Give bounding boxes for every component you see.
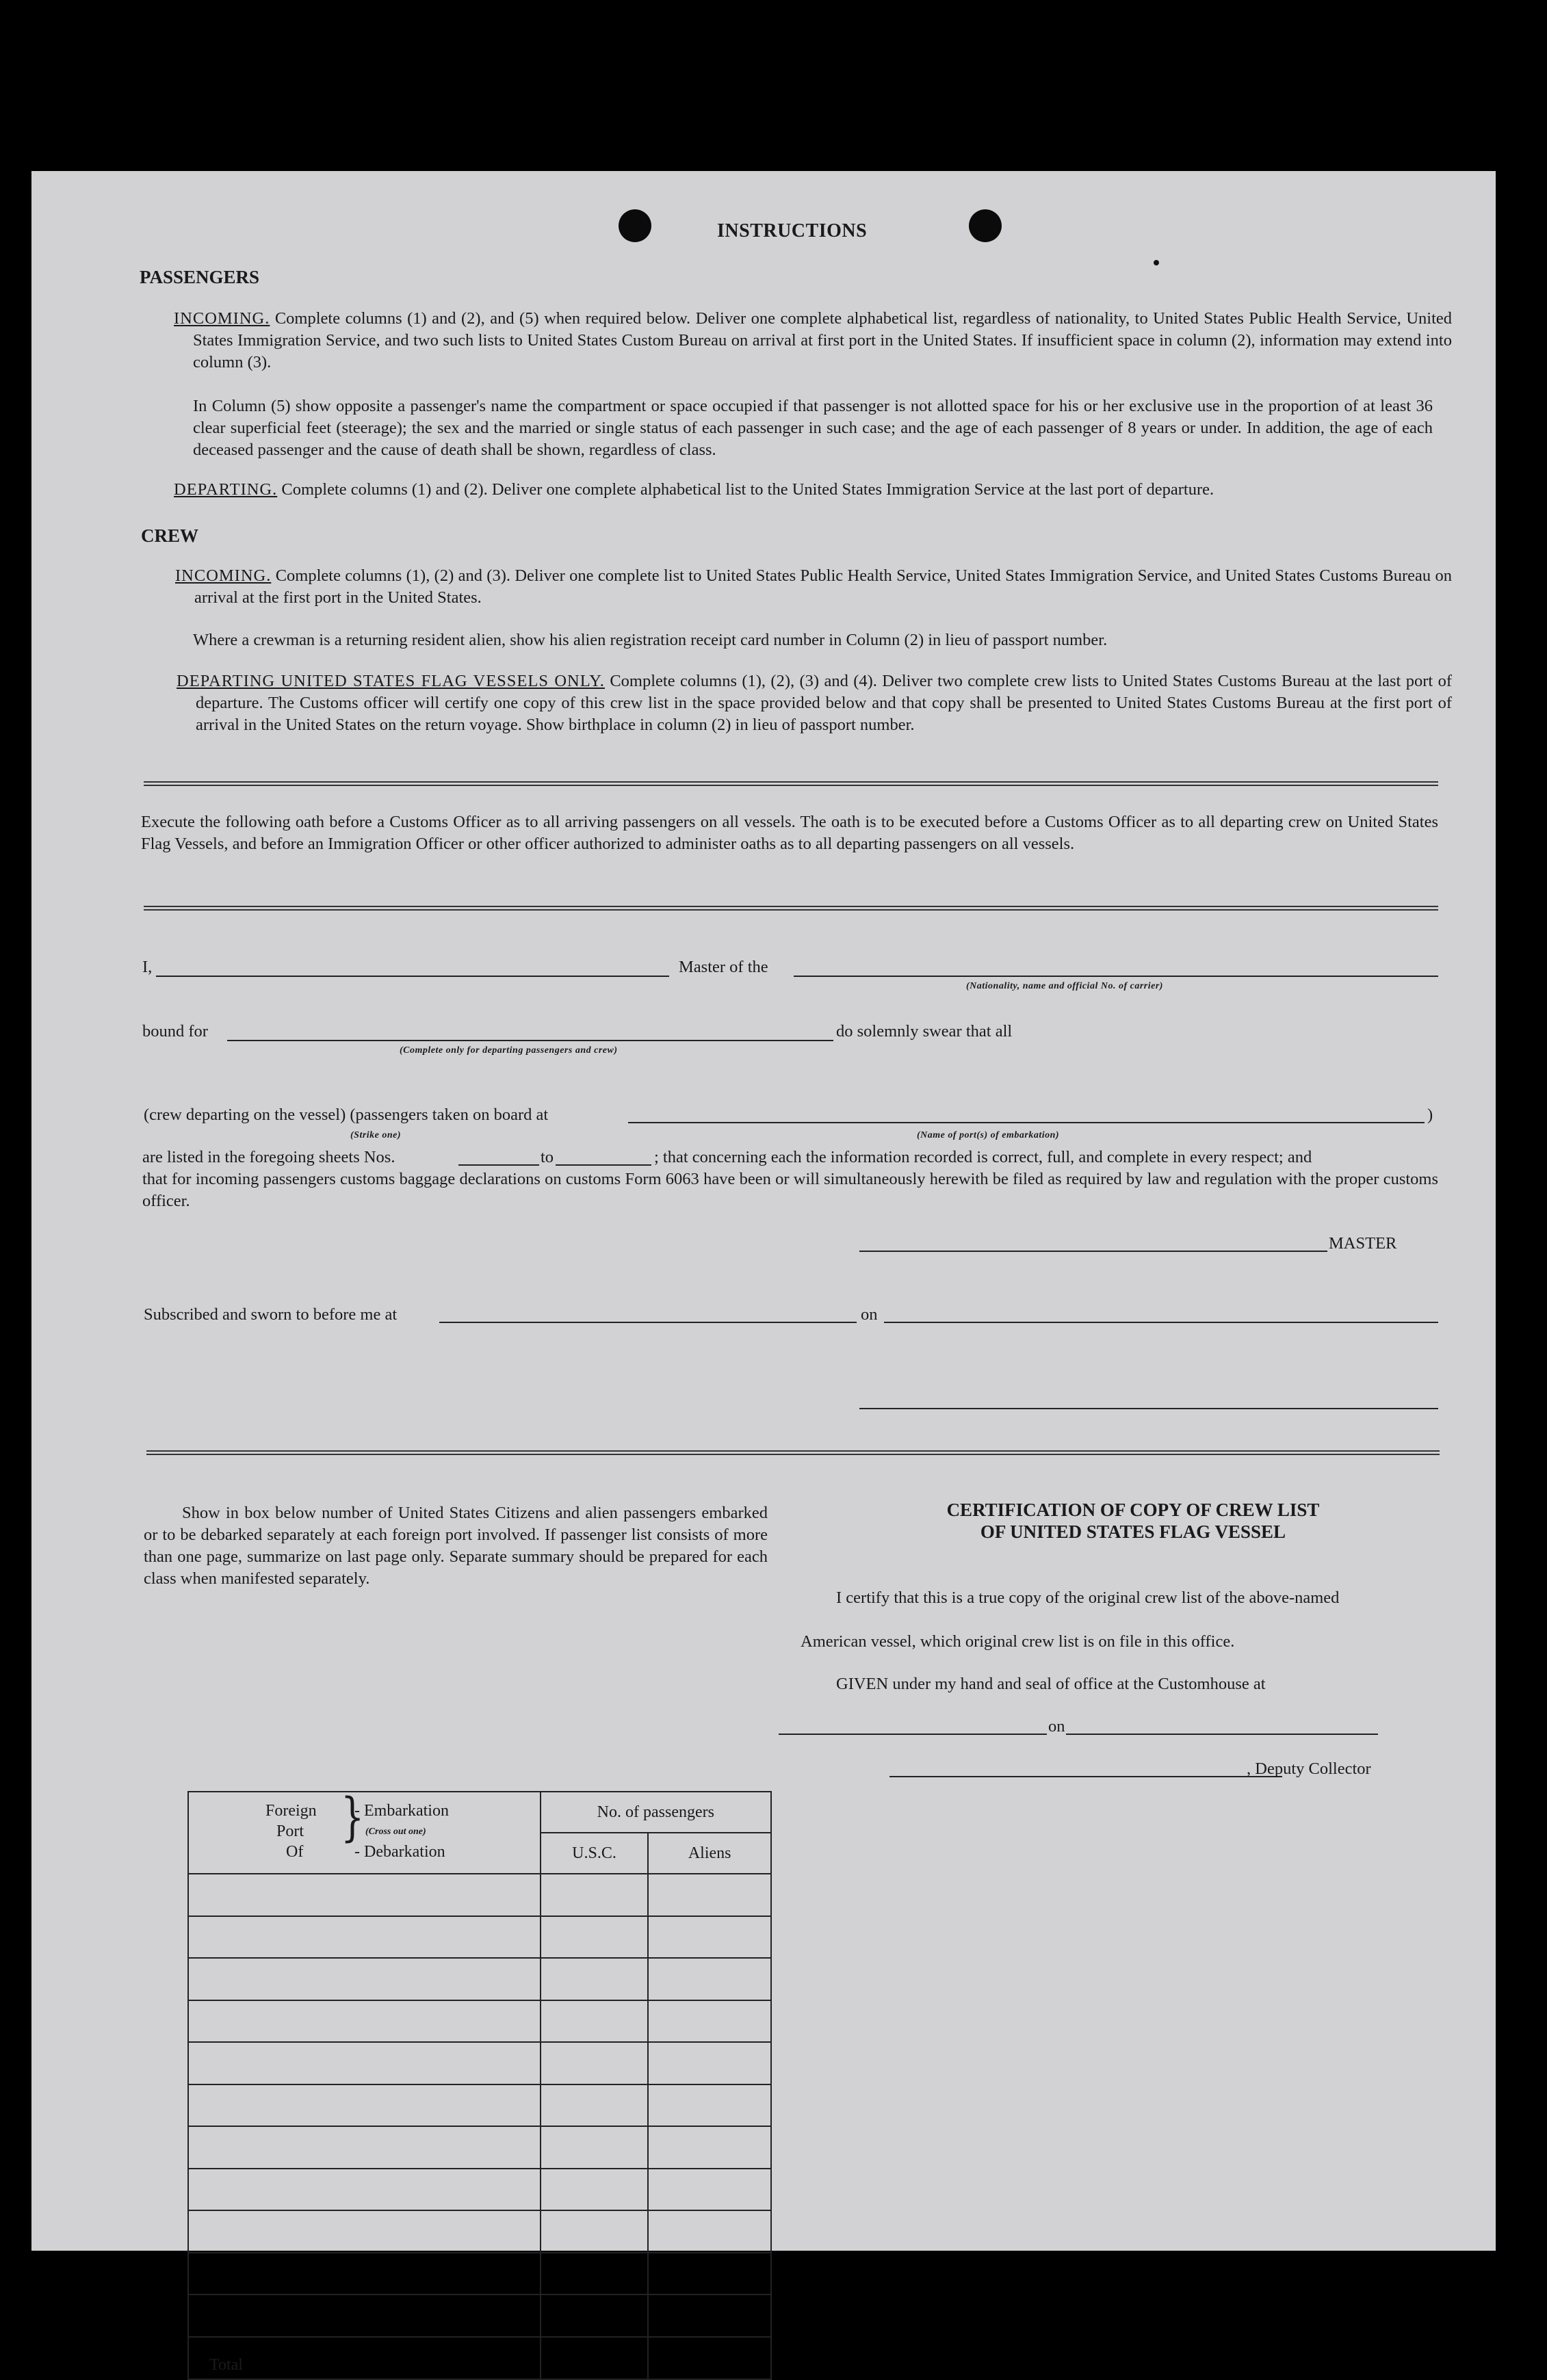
embarkation-port-line[interactable] <box>628 1122 1425 1123</box>
certification-title-1: CERTIFICATION OF COPY OF CREW LIST <box>946 1500 1320 1520</box>
subscribed-on-label: on <box>861 1305 878 1324</box>
of-label: Of <box>286 1843 304 1861</box>
certify-line-3: GIVEN under my hand and seal of office at the Customhouse at <box>836 1675 1266 1693</box>
punch-hole-left <box>619 209 651 242</box>
subscribed-label: Subscribed and sworn to before me at <box>144 1305 398 1324</box>
table-row <box>188 2042 771 2084</box>
port-cell[interactable] <box>188 2084 541 2127</box>
carrier-line[interactable] <box>794 976 1438 977</box>
passengers-departing-lead: DEPARTING. <box>174 480 278 499</box>
crew-incoming-paragraph <box>175 565 1452 609</box>
listed-label: are listed in the foregoing sheets Nos. <box>142 1148 395 1166</box>
port-cell[interactable] <box>188 2000 541 2043</box>
table-row <box>188 2000 771 2043</box>
aliens-cell[interactable] <box>648 2084 771 2127</box>
brace-icon: } <box>341 1787 365 1848</box>
punch-hole-right <box>969 209 1002 242</box>
crew-departing-text: Complete columns (1), (2), (3) and (4). Deliver two complete crew lists to United States Customs Bureau at the last port of departure. The Customs officer will certify one copy of this crew list in the space provided below and that copy shall be presented to United States Customs Bureau at the first port of arrival in the United States on the return voyage. Show birthplace in column (2) in lieu of passport number. <box>196 672 1453 734</box>
strike-caption: (Strike one) <box>350 1130 402 1140</box>
table-row <box>188 2169 771 2211</box>
customhouse-date-line[interactable] <box>1066 1734 1378 1735</box>
certification-title-2: OF UNITED STATES FLAG VESSEL <box>980 1521 1286 1542</box>
aliens-header: Aliens <box>648 1833 771 1874</box>
departing-caption: (Complete only for departing passengers and crew) <box>400 1045 618 1056</box>
total-row <box>188 2337 771 2379</box>
usc-cell[interactable] <box>541 2126 649 2169</box>
usc-header: U.S.C. <box>541 1833 649 1874</box>
certify-line-2: American vessel, which original crew list is on file in this office. <box>801 1632 1235 1651</box>
port-cell[interactable] <box>188 2042 541 2084</box>
deputy-signature-line[interactable] <box>889 1776 1282 1777</box>
aliens-cell[interactable] <box>648 2169 771 2211</box>
summary-instruction: Show in box below number of United States Citizens and alien passengers embarked or to be debarked separately at each foreign port involved. If passenger list consists of more than one page, summarize on last page only. Separate summary should be prepared for each class when manifested separately. <box>144 1504 768 1588</box>
passengers-departing-text: Complete columns (1) and (2). Deliver one complete alphabetical list to the United States Immigration Service at the last port of departure. <box>281 480 1214 499</box>
usc-cell[interactable] <box>541 2210 649 2253</box>
usc-cell[interactable] <box>541 2000 649 2043</box>
port-cell[interactable] <box>188 2169 541 2211</box>
listed-rest: ; that concerning each the information recorded is correct, full, and complete in every respect; and <box>654 1148 1312 1166</box>
table-row <box>188 1958 771 2000</box>
port-cell[interactable] <box>188 2294 541 2337</box>
usc-cell[interactable] <box>541 2042 649 2084</box>
instructions-title: INSTRUCTIONS <box>717 220 868 241</box>
officer-signature-line[interactable] <box>859 1408 1438 1409</box>
port-header-cell <box>188 1787 541 1874</box>
usc-cell[interactable] <box>541 2169 649 2211</box>
bound-for-label: bound for <box>142 1022 208 1041</box>
port-label: Port <box>276 1822 304 1840</box>
aliens-cell[interactable] <box>648 1874 771 1916</box>
passengers-departing-paragraph <box>174 479 1433 501</box>
master-name-line[interactable] <box>156 976 669 977</box>
usc-cell[interactable] <box>541 1916 649 1959</box>
usc-cell[interactable] <box>541 1958 649 2000</box>
port-cell[interactable] <box>188 2126 541 2169</box>
bound-for-line[interactable] <box>227 1040 833 1041</box>
aliens-cell[interactable] <box>648 2253 771 2295</box>
master-signature-line[interactable] <box>859 1251 1327 1252</box>
passengers-incoming-lead: INCOMING. <box>174 309 270 328</box>
table-row <box>188 1874 771 1916</box>
crew-passengers-label: (crew departing on the vessel) (passengers taken on board at <box>144 1106 549 1124</box>
subscribed-date-line[interactable] <box>884 1322 1438 1323</box>
table-row <box>188 1916 771 1959</box>
total-aliens-cell[interactable] <box>648 2337 771 2379</box>
debarkation-label: - Debarkation <box>354 1843 445 1861</box>
table-row <box>188 2253 771 2295</box>
aliens-cell[interactable] <box>648 2000 771 2043</box>
sheet-to-line[interactable] <box>556 1164 651 1166</box>
total-usc-cell[interactable] <box>541 2337 649 2379</box>
usc-cell[interactable] <box>541 2084 649 2127</box>
usc-cell[interactable] <box>541 1874 649 1916</box>
port-cell[interactable] <box>188 2253 541 2295</box>
crew-departing-lead: DEPARTING UNITED STATES FLAG VESSELS ONLY. <box>177 672 605 690</box>
port-cell[interactable] <box>188 2210 541 2253</box>
port-cell[interactable] <box>188 1916 541 1959</box>
oath-intro: Execute the following oath before a Customs Officer as to all arriving passengers on all vessels. The oath is to be executed before a Customs Officer as to all departing crew on United States Flag Vessels, and before an Immigration Officer or other officer authorized to administer oaths as to all departing passengers on all vessels. <box>141 813 1438 853</box>
cross-caption: (Cross out one) <box>365 1827 426 1837</box>
section-divider <box>144 906 1438 911</box>
table-row <box>188 2084 771 2127</box>
form-page <box>31 171 1496 2374</box>
summary-rows <box>188 1874 771 2379</box>
sheet-from-line[interactable] <box>458 1164 539 1166</box>
aliens-cell[interactable] <box>648 2210 771 2253</box>
aliens-cell[interactable] <box>648 2042 771 2084</box>
port-cell[interactable] <box>188 1958 541 2000</box>
passengers-column5-paragraph: In Column (5) show opposite a passenger's name the compartment or space occupied if that passenger is not allotted space for his or her exclusive use in the proportion of at least 36 clear superficial feet (steerage); the sex and the married or single status of each passenger in such case; and the age of each passenger of 8 years or under. In addition, the age of each deceased passenger and the cause of death shall be shown, regardless of class. <box>193 397 1433 459</box>
aliens-cell[interactable] <box>648 1916 771 1959</box>
do-swear-label: do solemnly swear that all <box>836 1022 1013 1041</box>
embarkation-label: - Embarkation <box>354 1802 449 1820</box>
oath-i-label: I, <box>142 958 153 976</box>
crew-resident-paragraph: Where a crewman is a returning resident alien, show his alien registration receipt card number in Column (2) in lieu of passport number. <box>193 631 1108 649</box>
usc-cell[interactable] <box>541 2253 649 2295</box>
speck <box>1154 260 1159 265</box>
table-row <box>188 2126 771 2169</box>
certify-on-label: on <box>1048 1717 1065 1736</box>
close-paren: ) <box>1427 1106 1433 1124</box>
aliens-cell[interactable] <box>648 2126 771 2169</box>
to-label: to <box>541 1148 554 1166</box>
crew-departing-paragraph <box>177 670 1452 736</box>
master-label: MASTER <box>1329 1234 1397 1253</box>
section-divider <box>146 1450 1440 1455</box>
listed-text-2: that for incoming passengers customs baggage declarations on customs Form 6063 have been or will simultaneously herewith be filed as required by law and regulation with the proper customs officer. <box>142 1170 1438 1210</box>
passengers-incoming-text: Complete columns (1) and (2), and (5) when required below. Deliver one complete alphabetical list, regardless of nationality, to United States Public Health Service, United States Immigration Service, and two such lists to United States Custom Bureau on arrival at first port in the United States. If insufficient space in column (2), information may extend into column (3). <box>193 309 1453 371</box>
table-row <box>188 2294 771 2337</box>
port-caption: (Name of port(s) of embarkation) <box>917 1130 1060 1140</box>
passengers-incoming-paragraph <box>174 308 1452 374</box>
total-label: Total <box>188 2337 541 2379</box>
master-of-label: Master of the <box>679 958 768 976</box>
deputy-collector-label: , Deputy Collector <box>1247 1760 1371 1778</box>
passenger-summary-table <box>187 1787 772 2380</box>
subscribed-place-line[interactable] <box>439 1322 857 1323</box>
port-cell[interactable] <box>188 1874 541 1916</box>
passengers-heading: PASSENGERS <box>140 267 260 287</box>
crew-heading: CREW <box>141 525 199 546</box>
foreign-label: Foreign <box>265 1802 317 1820</box>
passengers-header: No. of passengers <box>541 1792 771 1833</box>
aliens-cell[interactable] <box>648 1958 771 2000</box>
table-row <box>188 2210 771 2253</box>
certify-line-1: I certify that this is a true copy of the original crew list of the above-named <box>836 1588 1340 1607</box>
section-divider <box>144 781 1438 786</box>
crew-incoming-lead: INCOMING. <box>175 566 272 585</box>
crew-incoming-text: Complete columns (1), (2) and (3). Deliver one complete list to United States Public Health Service, United States Immigration Service, and United States Customs Bureau on arrival at the first port in the United States. <box>194 566 1452 607</box>
aliens-cell[interactable] <box>648 2294 771 2337</box>
usc-cell[interactable] <box>541 2294 649 2337</box>
nationality-caption: (Nationality, name and official No. of carrier) <box>966 981 1163 991</box>
customhouse-place-line[interactable] <box>779 1734 1047 1735</box>
